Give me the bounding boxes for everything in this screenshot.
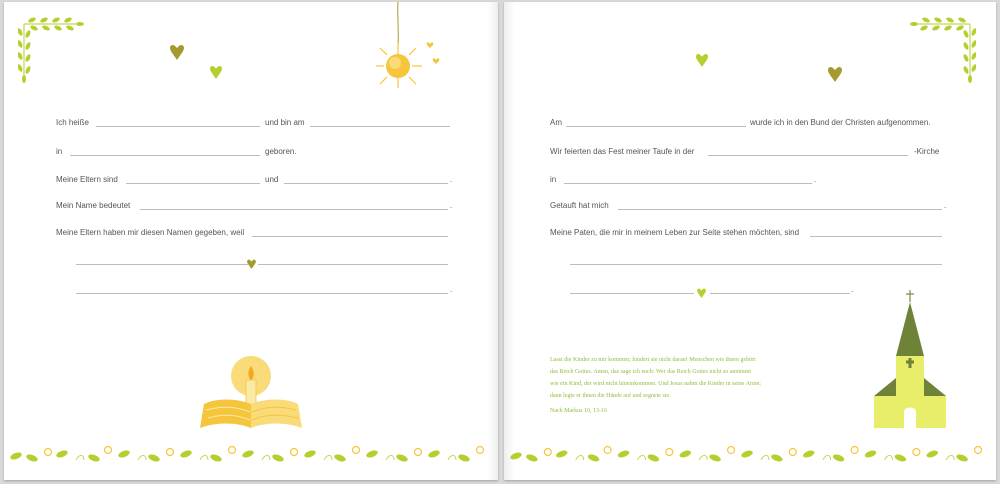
vine-corner-icon [906, 16, 976, 86]
quote-line: dann legte er ihnen die Hände auf und segnete sie. [550, 393, 671, 399]
period: . [450, 175, 453, 184]
birthplace-field[interactable] [70, 155, 260, 156]
baptized-by-label: Getauft hat mich [550, 201, 609, 210]
quote-line: das Reich Gottes. Amen, das sage ich euch: Wer das Reich Gottes nicht so annimmt [550, 369, 752, 375]
heart-icon [247, 259, 256, 269]
name-reason-field[interactable] [252, 236, 448, 237]
baptism-date-field[interactable] [566, 126, 746, 127]
quote-line: Lasst die Kinder zu mir kommen; hindert sie nicht daran! Menschen wie ihnen gehört [550, 357, 756, 363]
name-meaning-label: Mein Name bedeutet [56, 201, 131, 210]
church-label: Wir feierten das Fest meiner Taufe in der [550, 147, 695, 156]
right-page [504, 2, 996, 480]
quote-source: Nach Markus 10, 13-16 [550, 408, 607, 414]
heart-icon [696, 52, 708, 68]
church-suffix: -Kirche [914, 147, 940, 156]
birthdate-field[interactable] [310, 126, 450, 127]
birthdate-label: und bin am [265, 118, 305, 127]
church-field[interactable] [708, 155, 908, 156]
period: . [450, 285, 453, 294]
and-label: und [265, 175, 279, 184]
baptism-text: wurde ich in den Bund der Christen aufgenommen. [750, 118, 931, 127]
birthplace-prefix: in [56, 147, 63, 156]
name-field[interactable] [96, 126, 260, 127]
godparents-label: Meine Paten, die mir in meinem Leben zur Seite stehen möchten, sind [550, 228, 800, 237]
parent-1-field[interactable] [126, 183, 260, 184]
heart-icon [170, 44, 184, 60]
baptism-date-label: Am [550, 118, 562, 127]
baptized-by-field[interactable] [618, 209, 942, 210]
name-reason-field-2a[interactable] [76, 264, 248, 265]
vine-corner-icon [18, 16, 88, 86]
quote-line: wie ein Kind, der wird nicht hineinkommen. Und Jesus nahm die Kinder in seine Arme; [550, 381, 761, 387]
candle-book-icon [196, 352, 306, 432]
sun-icon [374, 2, 444, 92]
period: . [851, 285, 854, 294]
parents-label: Meine Eltern sind [56, 175, 118, 184]
border-flowers-icon [504, 440, 996, 470]
left-page [4, 2, 498, 480]
church-place-field[interactable] [564, 183, 812, 184]
heart-icon [697, 288, 706, 298]
born-label: geboren. [265, 147, 297, 156]
godparents-field[interactable] [810, 236, 942, 237]
period: . [944, 201, 947, 210]
name-meaning-field[interactable] [140, 209, 448, 210]
heart-icon [210, 64, 222, 80]
name-reason-label: Meine Eltern haben mir diesen Namen gegeben, weil [56, 228, 245, 237]
period: . [814, 175, 817, 184]
period: . [450, 201, 453, 210]
name-reason-field-2b[interactable] [258, 264, 448, 265]
godparents-field-3b[interactable] [710, 293, 850, 294]
church-place-prefix: in [550, 175, 557, 184]
name-reason-field-3[interactable] [76, 293, 448, 294]
page-gutter-shadow [504, 2, 514, 480]
church-icon [870, 288, 950, 434]
godparents-field-3a[interactable] [570, 293, 694, 294]
page-gutter-shadow [488, 2, 498, 480]
godparents-field-2[interactable] [570, 264, 942, 265]
border-flowers-icon [4, 440, 498, 470]
bible-quote [550, 354, 761, 402]
heart-icon [828, 66, 842, 82]
name-label: Ich heiße [56, 118, 89, 127]
parent-2-field[interactable] [284, 183, 448, 184]
